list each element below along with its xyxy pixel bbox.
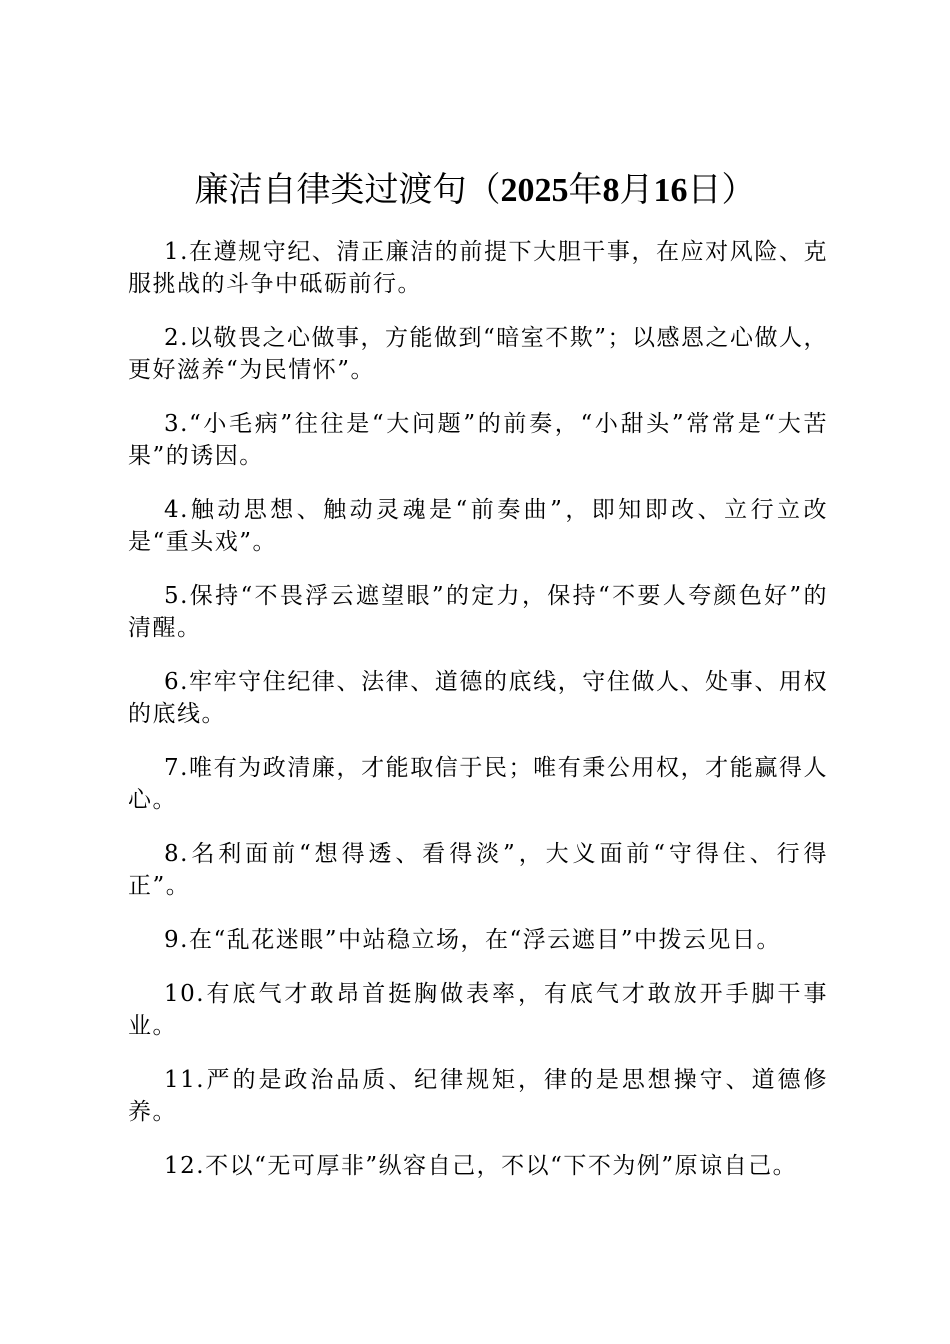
title-year-unit: 年 [568, 170, 603, 210]
sentence-item-5: 5.保持“不畏浮云遮望眼”的定力，保持“不要人夸颜色好”的清醒。 [128, 583, 828, 641]
title-day-unit: 日） [687, 170, 756, 210]
sentence-item-2: 2.以敬畏之心做事，方能做到“暗室不欺”；以感恩之心做人，更好滋养“为民情怀”。 [128, 325, 828, 383]
title-year: 2025 [500, 172, 569, 209]
sentence-item-7: 7.唯有为政清廉，才能取信于民；唯有秉公用权，才能赢得人心。 [128, 755, 828, 813]
sentence-item-6: 6.牢牢守住纪律、法律、道德的底线，守住做人、处事、用权的底线。 [128, 669, 828, 727]
title-month: 8 [602, 172, 620, 209]
sentence-item-9: 9.在“乱花迷眼”中站稳立场，在“浮云遮目”中拨云见日。 [164, 927, 781, 953]
sentence-list [128, 236, 828, 1204]
title-text: 廉洁自律类过渡句（ [194, 170, 501, 210]
sentence-item-1: 1.在遵规守纪、清正廉洁的前提下大胆干事，在应对风险、克服挑战的斗争中砥砺前行。 [128, 239, 828, 297]
sentence-item-10: 10.有底气才敢昂首挺胸做表率，有底气才敢放开手脚干事业。 [128, 981, 828, 1039]
sentence-item-8: 8.名利面前“想得透、看得淡”，大义面前“守得住、行得正”。 [128, 841, 828, 899]
document-title [0, 166, 950, 215]
title-month-unit: 月 [619, 170, 654, 210]
sentence-item-11: 11.严的是政治品质、纪律规矩，律的是思想操守、道德修养。 [128, 1067, 828, 1125]
sentence-item-12: 12.不以“无可厚非”纵容自己，不以“下不为例”原谅自己。 [164, 1153, 798, 1179]
sentence-item-4: 4.触动思想、触动灵魂是“前奏曲”，即知即改、立行立改是“重头戏”。 [128, 497, 828, 555]
title-day: 16 [653, 172, 688, 209]
sentence-item-3: 3.“小毛病”往往是“大问题”的前奏，“小甜头”常常是“大苦果”的诱因。 [128, 411, 828, 469]
